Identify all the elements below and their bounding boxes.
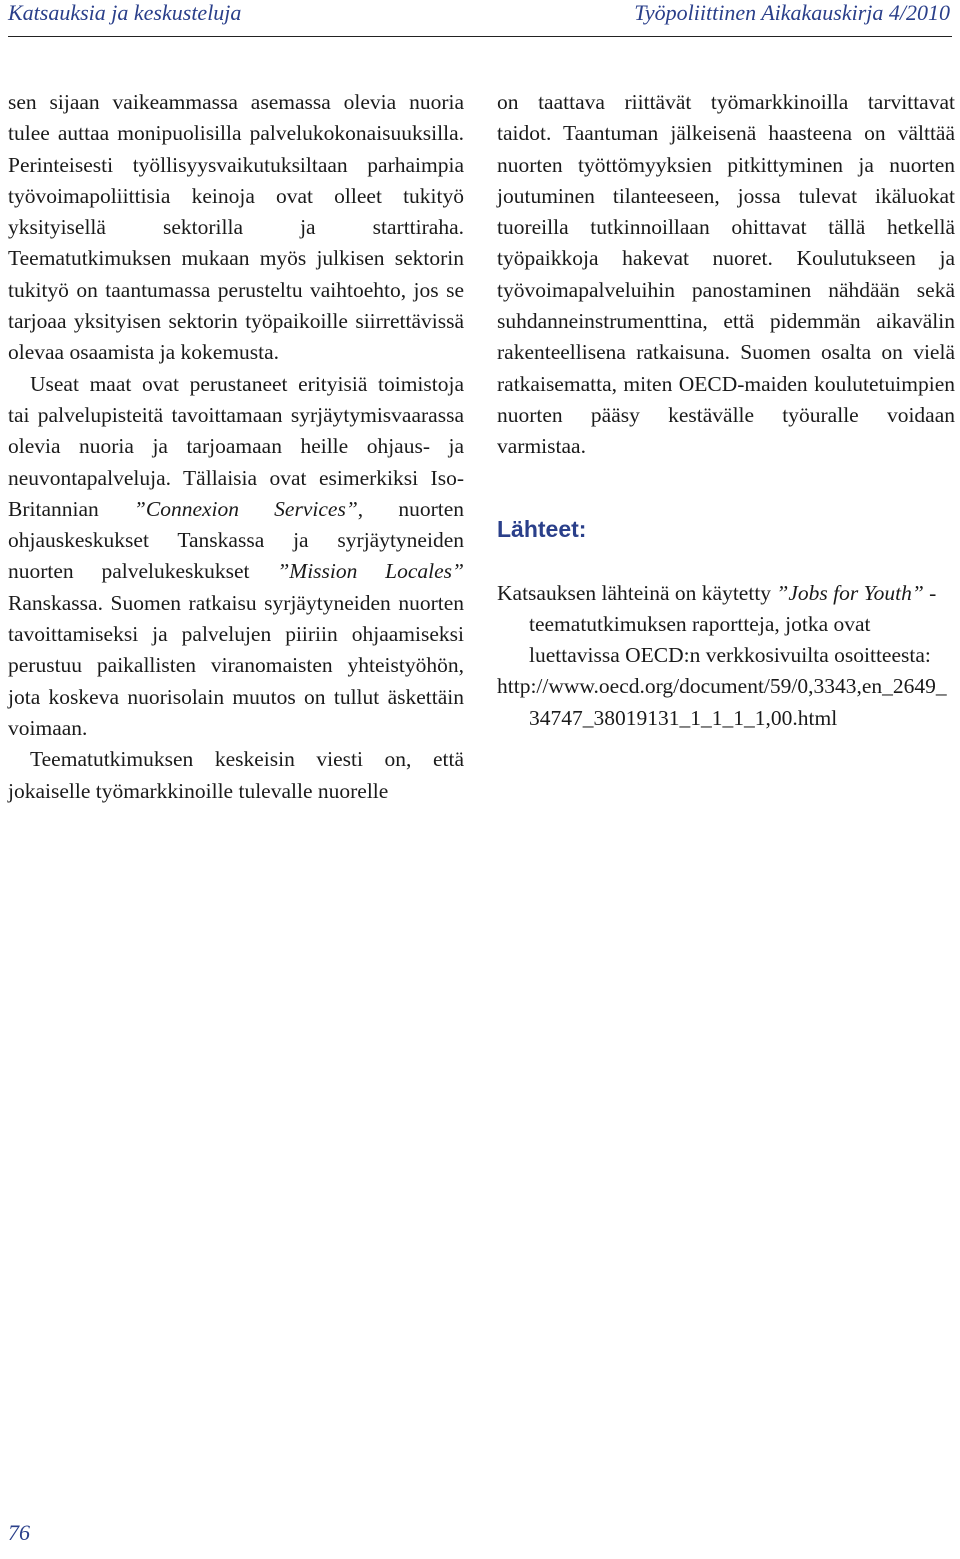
reference-entry: Katsauksen lähteinä on käytetty ”Jobs for Youth” -teematutkimuksen raportteja, jotka ovat luettavissa OECD:n verkkosivuilta osoitteesta: [497, 580, 937, 668]
running-header [8, 0, 952, 37]
section-title: Katsauksia ja keskusteluja [8, 0, 242, 25]
paragraph: Useat maat ovat perustaneet erityisiä toimistoja tai palvelupisteitä tavoittamaan syrjäytymisvaarassa olevia nuoria ja tarjoamaan heille ohjaus- ja neuvontapalveluja. Tällaisia ovat esimerkiksi Iso-Britannian ”Connexion Services”, nuorten ohjauskeskukset Tanskassa ja syrjäytyneiden nuorten palvelukeskukset ”Mission Locales” Ranskassa. Suomen ratkaisu syrjäytyneiden nuorten tavoittamiseksi ja palvelujen piiriin ohjaamiseksi perustuu paikallisten viranomaisten yhteistyöhön, jota koskeva nuorisolain muutos on tullut äskettäin voimaan. [8, 371, 464, 740]
paragraph: on taattava riittävät työmarkkinoilla tarvittavat taidot. Taantuman jälkeisenä haasteena on välttää nuorten työttömyyksien pitkittyminen ja nuorten joutuminen tilanteeseen, jossa tulevat ikäluokat tuoreilla tutkinnoillaan ohittavat tällä hetkellä työpaikkoja hakevat nuoret. Koulutukseen ja työvoimapalveluihin panostaminen nähdään sekä suhdanneinstrumenttina, että pidemmän aikavälin rakenteellisena ratkaisuna. Suomen osalta on vielä ratkaisematta, miten OECD-maiden koulutetuimpien nuorten pääsy kestävälle työuralle voidaan varmistaa. [497, 90, 955, 459]
journal-title: Työpoliittinen Aikakauskirja 4/2010 [634, 0, 950, 25]
right-column [497, 87, 955, 734]
references-heading: Lähteet: [497, 515, 587, 542]
left-column [8, 87, 464, 807]
paragraph: Teematutkimuksen keskeisin viesti on, että jokaiselle työmarkkinoille tulevalle nuorelle [8, 747, 464, 803]
paragraph: sen sijaan vaikeammassa asemassa olevia nuoria tulee auttaa monipuolisilla palvelukokonaisuuksilla. Perinteisesti työllisyysvaikutuksiltaan parhaimpia työvoimapoliittisia keinoja ovat olleet tukityö yksityisellä sektorilla ja starttiraha. Teematutkimuksen mukaan myös julkisen sektorin tukityö on taantumassa perusteltu vaihtoehto, jos se tarjoaa yksityisen sektorin työpaikoille siirrettävissä olevaa osaamista ja kokemusta. [8, 90, 464, 365]
page-number: 76 [8, 1520, 30, 1545]
reference-url[interactable]: http://www.oecd.org/document/59/0,3343,en_2649_34747_38019131_1_1_1_1,00.html [497, 674, 947, 730]
